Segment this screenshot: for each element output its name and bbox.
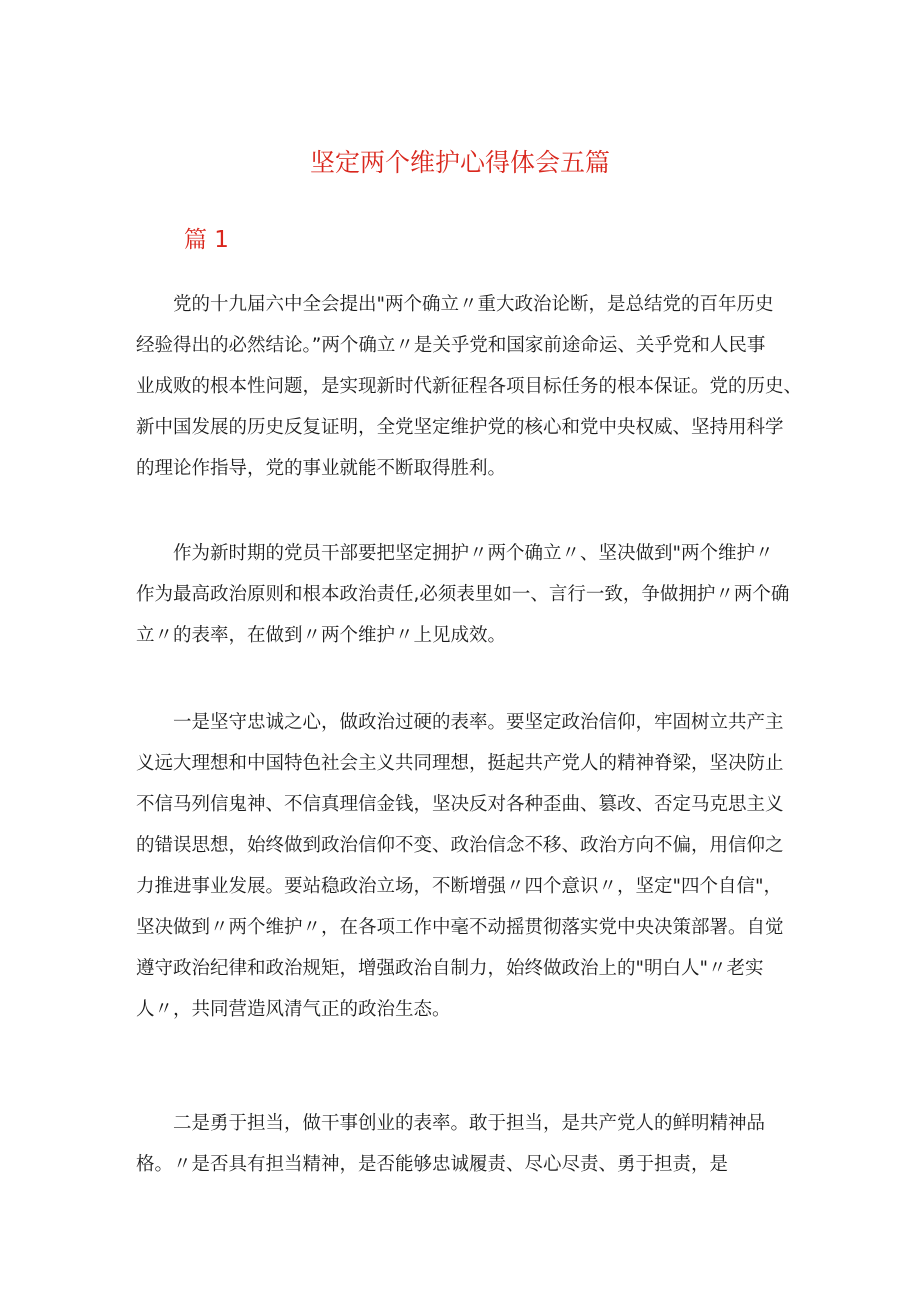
text-line: 人〃，共同营造风清气正的政治生态。	[136, 999, 451, 1020]
text-line: 党的十九届六中全会提出"两个确立〃重大政治论断，是总结党的百年历史	[136, 294, 774, 315]
text-line: 格。〃是否具有担当精神，是否能够忠诚履责、尽心尽责、勇于担责，是	[136, 1154, 729, 1175]
section-heading: 篇 1	[184, 227, 229, 253]
text-line: 经验得出的必然结论。”两个确立〃是关乎党和国家前途命运、关乎党和人民事	[136, 335, 766, 356]
text-line: 业成败的根本性问题，是实现新时代新征程各项目标任务的根本保证。党的历史、	[136, 376, 803, 397]
text-line: 力推进事业发展。要站稳政治立场，不断增强〃四个意识〃，坚定"四个自信"，	[136, 876, 783, 897]
text-line: 作为新时期的党员干部要把坚定拥护〃两个确立〃、坚决做到"两个维护〃	[136, 543, 774, 564]
text-line: 义远大理想和中国特色社会主义共同理想，挺起共产党人的精神脊梁，坚决防止	[136, 753, 784, 774]
text-line: 二是勇于担当，做干事创业的表率。敢于担当，是共产党人的鲜明精神品	[136, 1113, 766, 1134]
text-line: 的理论作指导，党的事业就能不断取得胜利。	[136, 458, 507, 479]
text-line: 遵守政治纪律和政治规矩，增强政治自制力，始终做政治上的"明白人"〃老实	[136, 958, 764, 979]
text-line: 坚决做到〃两个维护〃，在各项工作中毫不动摇贯彻落实党中央决策部署。自觉	[136, 917, 784, 938]
text-line: 一是坚守忠诚之心，做政治过硬的表率。要坚定政治信仰，牢固树立共产主	[136, 712, 784, 733]
text-line: 新中国发展的历史反复证明，全党坚定维护党的核心和党中央权威、坚持用科学	[136, 417, 784, 438]
text-line: 不信马列信鬼神、不信真理信金钱，坚决反对各种歪曲、篡改、否定马克思主义	[136, 794, 784, 815]
paragraph-1	[136, 284, 803, 489]
text-line: 立〃的表率，在做到〃两个维护〃上见成效。	[136, 625, 507, 646]
document-title: 坚定两个维护心得体会五篇	[309, 148, 610, 177]
paragraph-3	[136, 702, 786, 1030]
paragraph-2	[136, 533, 790, 656]
text-line: 作为最高政治原则和根本政治责任,必须表里如一、言行一致，争做拥护〃两个确	[136, 584, 790, 605]
text-line: 的错误思想，始终做到政治信仰不变、政治信念不移、政治方向不偏，用信仰之	[136, 835, 784, 856]
paragraph-4	[136, 1103, 786, 1185]
